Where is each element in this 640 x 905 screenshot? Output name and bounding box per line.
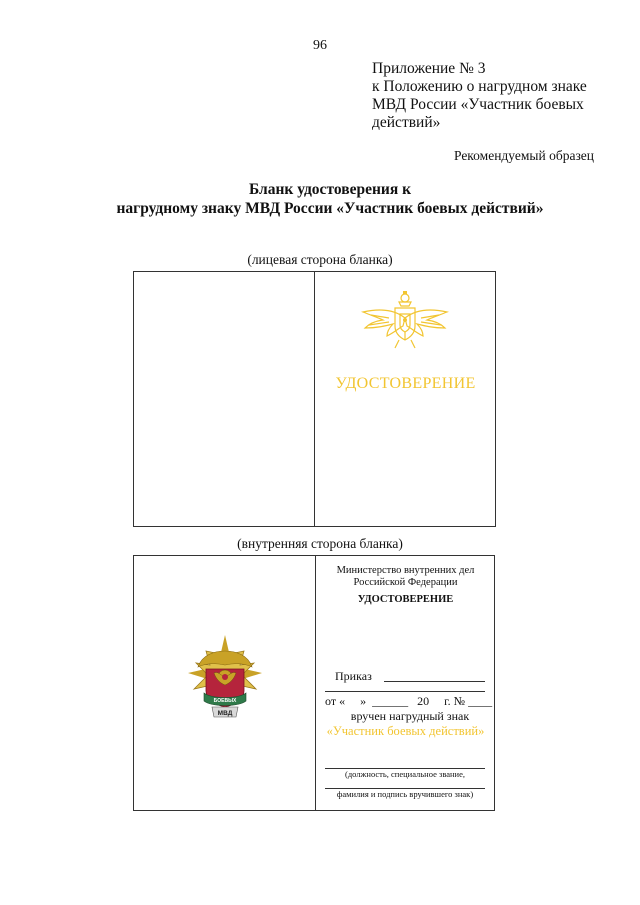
order-date-row: от « » ______ 20 г. № ____: [325, 694, 493, 708]
annex-header: [372, 60, 612, 132]
sample-label: Рекомендуемый образец: [453, 148, 594, 163]
annex-line: действий»: [372, 114, 441, 131]
signature-hint: (должность, специальное звание,: [344, 769, 466, 779]
ministry-line: Министерство внутренних дел: [336, 565, 475, 576]
title-line: Бланк удостоверения к: [248, 181, 412, 198]
ministry-line: Российской Федерации: [353, 577, 458, 588]
document-title: [60, 180, 600, 218]
front-side-card: [133, 271, 496, 527]
inner-side-caption: (внутренняя сторона бланка): [237, 536, 403, 551]
order-label: Приказ: [335, 669, 372, 683]
badge-name: «Участник боевых действий»: [326, 724, 485, 738]
title-line: нагрудному знаку МВД России «Участник боевых действий»: [116, 200, 544, 217]
annex-line: Приложение № 3: [372, 60, 486, 77]
annex-line: к Положению о нагрудном знаке: [372, 78, 587, 95]
ministry-name: [315, 565, 496, 589]
mvd-emblem-icon: [359, 288, 451, 355]
page-number: 96: [313, 38, 327, 53]
blank-line: [325, 691, 485, 692]
badge-ribbon-text: БОЕВЫХ: [213, 698, 237, 704]
inner-side-card: [133, 555, 495, 811]
front-certificate-title: УДОСТОВЕРЕНИЕ: [335, 375, 476, 392]
card-fold-line: [314, 272, 315, 526]
front-side-caption: (лицевая сторона бланка): [247, 252, 393, 267]
badge-bottom-text: МВД: [217, 710, 233, 717]
awarded-text: вручен нагрудный знак: [350, 709, 470, 723]
signature-hint: фамилия и подпись вручившего знак): [336, 789, 474, 799]
inner-certificate-title: УДОСТОВЕРЕНИЕ: [357, 594, 454, 605]
badge-image: [184, 633, 266, 726]
annex-line: МВД России «Участник боевых: [372, 96, 584, 113]
order-number-line: [384, 681, 485, 682]
